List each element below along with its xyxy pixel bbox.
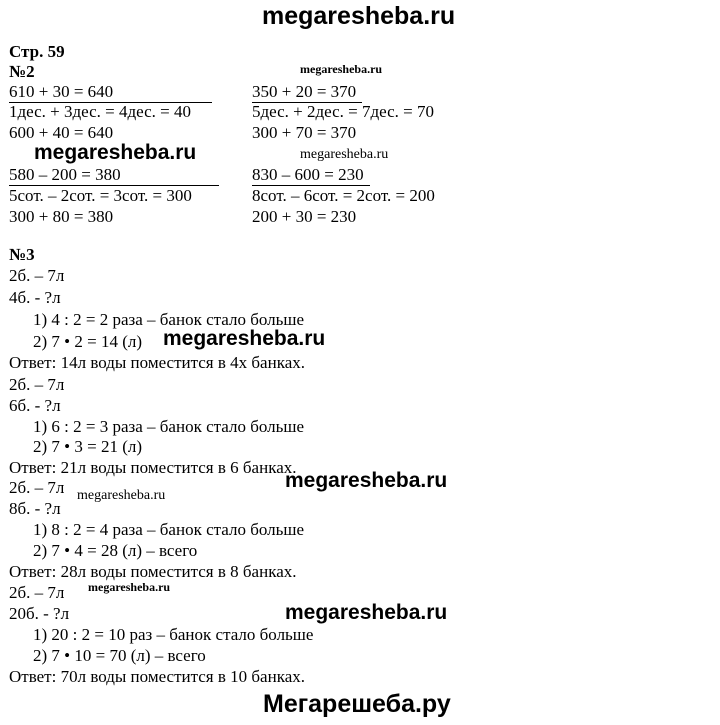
task3-block4-step1: 1) 20 : 2 = 10 раз – банок стало больше xyxy=(33,625,314,644)
task2-right-a-line2: 300 + 70 = 370 xyxy=(252,123,357,142)
task3-block4-answer: Ответ: 70л воды поместится в 10 банках. xyxy=(9,667,305,686)
task3-block4-cond1: 2б. – 7л xyxy=(9,583,65,602)
task2-right-a-equation: 350 + 20 = 370 xyxy=(252,81,362,103)
task2-left-b-equation: 580 – 200 = 380 xyxy=(9,164,219,186)
task2-right-b-line1: 8сот. – 6сот. = 2сот. = 200 xyxy=(252,186,435,205)
watermark-8: megaresheba.ru xyxy=(285,601,448,624)
task3-block3-step1: 1) 8 : 2 = 4 раза – банок стало больше xyxy=(33,520,304,539)
task3-block2-step2: 2) 7 • 3 = 21 (л) xyxy=(33,437,143,456)
task3-block4-step2: 2) 7 • 10 = 70 (л) – всего xyxy=(33,646,206,665)
page-number: Стр. 59 xyxy=(9,42,65,61)
task2-left-b-line1: 5сот. – 2сот. = 3сот. = 300 xyxy=(9,186,192,205)
watermark-3: megaresheba.ru xyxy=(300,147,389,162)
task3-block1-step2: 2) 7 • 2 = 14 (л) xyxy=(33,332,143,351)
task3-block3-step2: 2) 7 • 4 = 28 (л) – всего xyxy=(33,541,198,560)
watermark-4: megaresheba.ru xyxy=(163,327,326,350)
task2-left-a-line2: 600 + 40 = 640 xyxy=(9,123,114,142)
task3-block1-cond1: 2б. – 7л xyxy=(9,266,65,285)
task3-block2-step1: 1) 6 : 2 = 3 раза – банок стало больше xyxy=(33,417,304,436)
task3-block2-answer: Ответ: 21л воды поместится в 6 банках. xyxy=(9,458,297,477)
task2-left-a-equation: 610 + 30 = 640 xyxy=(9,81,212,103)
task2-left-b-line2: 300 + 80 = 380 xyxy=(9,207,114,226)
task3-block1-cond2: 4б. - ?л xyxy=(9,288,61,307)
task3-block1-step1: 1) 4 : 2 = 2 раза – банок стало больше xyxy=(33,310,304,329)
task3-block4-cond2: 20б. - ?л xyxy=(9,604,70,623)
task3-block2-cond1: 2б. – 7л xyxy=(9,375,65,394)
task3-block2-cond2: 6б. - ?л xyxy=(9,396,61,415)
task3-block1-answer: Ответ: 14л воды поместится в 4х банках. xyxy=(9,353,305,372)
task3-block3-answer: Ответ: 28л воды поместится в 8 банках. xyxy=(9,562,297,581)
task2-number: №2 xyxy=(9,62,35,81)
watermark-5: megaresheba.ru xyxy=(77,488,166,503)
task2-right-a-line1: 5дес. + 2дес. = 7дес. = 70 xyxy=(252,102,435,121)
task2-left-a-line1: 1дес. + 3дес. = 4дес. = 40 xyxy=(9,102,192,121)
watermark-small-1: megaresheba.ru xyxy=(300,62,383,76)
task3-number: №3 xyxy=(9,245,35,264)
watermark-top: megaresheba.ru xyxy=(262,2,456,30)
watermark-bottom: Мегарешеба.ру xyxy=(263,690,451,718)
task2-right-b-line2: 200 + 30 = 230 xyxy=(252,207,357,226)
task2-right-b-equation: 830 – 600 = 230 xyxy=(252,164,370,186)
watermark-7: megaresheba.ru xyxy=(88,580,171,594)
task3-block3-cond1: 2б. – 7л xyxy=(9,478,65,497)
watermark-2: megaresheba.ru xyxy=(34,141,197,164)
task3-block3-cond2: 8б. - ?л xyxy=(9,499,61,518)
watermark-6: megaresheba.ru xyxy=(285,469,448,492)
